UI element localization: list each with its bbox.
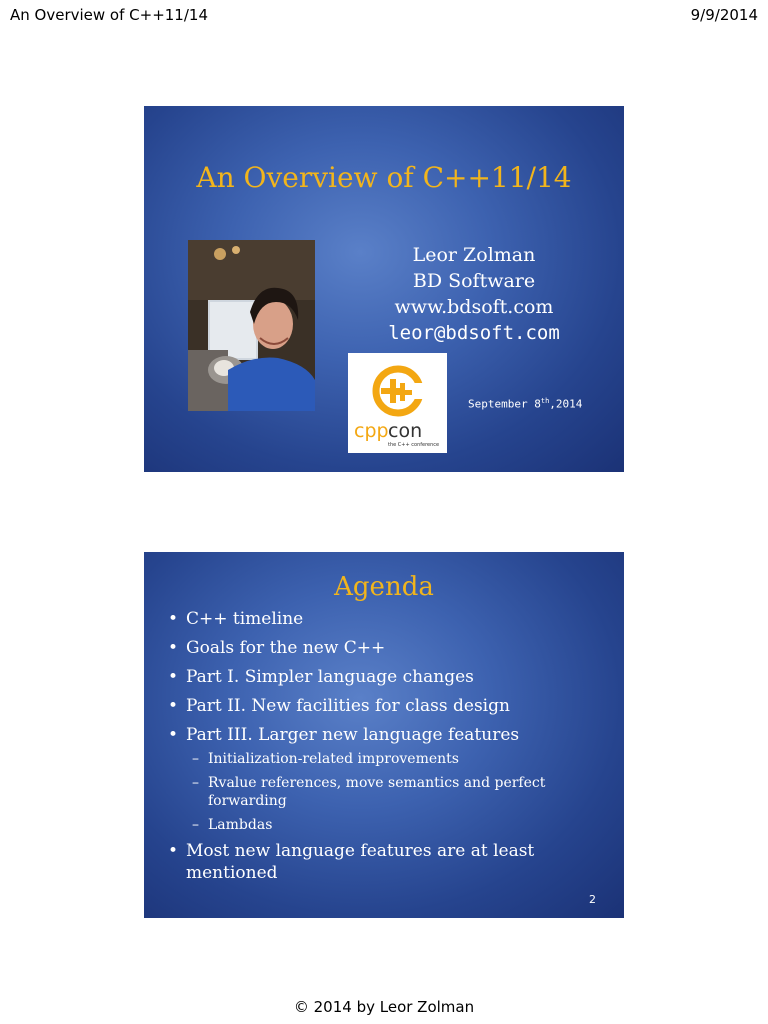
agenda-item: • Goals for the new C++ (166, 637, 606, 659)
cppcon-logo-tagline: the C++ conference (388, 442, 440, 448)
slide-1-title: An Overview of C++11/14 (196, 161, 572, 194)
author-company: BD Software (412, 270, 536, 292)
page-footer-copyright: © 2014 by Leor Zolman (293, 998, 475, 1016)
agenda-list (166, 608, 606, 891)
author-name: Leor Zolman (412, 244, 536, 266)
agenda-subitem: – Rvalue references, move semantics and perfect forwarding (166, 774, 606, 810)
author-block (354, 242, 594, 346)
cppcon-logo-con: con (388, 420, 423, 442)
agenda-subitem: – Lambdas (166, 816, 606, 834)
slide-1 (144, 106, 624, 472)
date-prefix: September 8 (468, 397, 541, 411)
cppcon-logo (348, 353, 447, 453)
author-email[interactable]: leor@bdsoft.com (388, 322, 560, 344)
author-photo (188, 240, 315, 411)
cppcon-logo-cpp: cpp (354, 420, 389, 442)
slide-1-date (468, 397, 582, 411)
agenda-item-last: • Most new language features are at least mentioned (166, 840, 606, 884)
date-suffix: ,2014 (549, 397, 583, 411)
page-header-title: An Overview of C++11/14 (10, 6, 208, 24)
agenda-item: • Part II. New facilities for class design (166, 695, 606, 717)
slide-2 (144, 552, 624, 918)
slide-2-title: Agenda (334, 572, 434, 602)
slide-number: 2 (589, 893, 596, 906)
author-website[interactable]: www.bdsoft.com (394, 296, 554, 318)
agenda-item: • Part III. Larger new language features (166, 724, 606, 746)
agenda-item: • Part I. Simpler language changes (166, 666, 606, 688)
date-sup: th (540, 397, 550, 405)
agenda-subitem: – Initialization-related improvements (166, 750, 606, 768)
agenda-item: • C++ timeline (166, 608, 606, 630)
page-header-date: 9/9/2014 (690, 6, 758, 24)
